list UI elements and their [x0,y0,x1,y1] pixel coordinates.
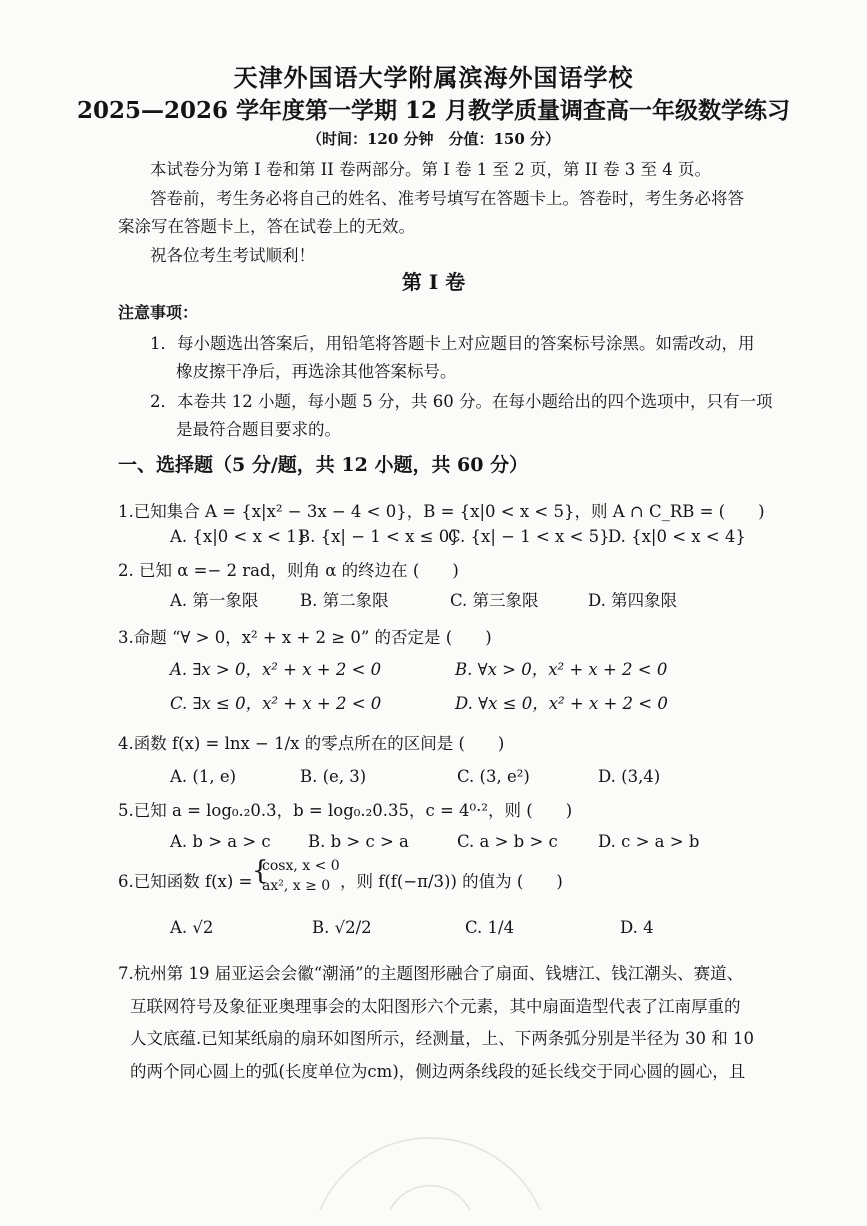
time-score-info: （时间：120 分钟 分值：150 分） [306,130,561,148]
school-name: 天津外国语大学附属滨海外国语学校 [233,63,634,92]
fan-ring-figure [300,1110,560,1220]
question-4-option-c: C. (3, e²) [457,767,530,786]
question-6-stem-suffix: ，则 f(f(−π/3)) 的值为 ( ) [340,872,563,891]
question-2-stem: 2. 已知 α =− 2 rad，则角 α 的终边在 ( ) [118,561,459,580]
question-5-stem: 5.已知 a = log₀.₂0.3，b = log₀.₂0.35，c = 4⁰·²，则 ( ) [118,801,573,820]
exam-title: 2025—2026 学年度第一学期 12 月教学质量调查高一年级数学练习 [76,97,791,124]
question-6-option-b: B. √2/2 [312,918,372,937]
question-5-option-a: A. b > a > c [170,832,271,851]
question-2-option-c: C. 第三象限 [450,591,539,610]
question-6-option-c: C. 1/4 [465,918,515,937]
part-1-title: 一、选择题（5 分/题，共 12 小题，共 60 分） [118,454,529,476]
question-3-stem: 3.命题 “∀ > 0，x² + x + 2 ≥ 0” 的否定是 ( ) [118,628,492,647]
question-7-line-2: 互联网符号及象征亚奥理事会的太阳图形六个元素，其中扇面造型代表了江南厚重的 [130,997,741,1016]
intro-line-2b: 案涂写在答题卡上，答在试卷上的无效。 [118,217,415,236]
intro-line-1: 本试卷分为第 I 卷和第 II 卷两部分。第 I 卷 1 至 2 页，第 II 卷 3 至 4 页。 [150,160,712,179]
question-4-option-a: A. (1, e) [170,767,237,786]
question-4-stem: 4.函数 f(x) = lnx − 1/x 的零点所在的区间是 ( ) [118,734,505,753]
question-2-option-a: A. 第一象限 [170,591,259,610]
question-3-option-b: B. ∀x > 0，x² + x + 2 < 0 [455,660,668,679]
notice-1b: 橡皮擦干净后，再选涂其他答案标号。 [176,362,457,381]
question-5-option-c: C. a > b > c [457,832,558,851]
question-1-stem: 1.已知集合 A = {x|x² − 3x − 4 < 0}，B = {x|0 < x < 5}，则 A ∩ C_RB = ( ) [118,502,765,521]
question-1-option-b: B. {x| − 1 < x ≤ 0} [298,527,460,546]
question-6-case-2: ax², x ≥ 0 [262,878,331,894]
question-3-option-c: C. ∃x ≤ 0，x² + x + 2 < 0 [170,694,382,713]
outer-arc [320,1138,540,1210]
question-5-option-b: B. b > c > a [308,832,409,851]
notice-title: 注意事项： [118,303,199,322]
question-2-option-b: B. 第二象限 [300,591,389,610]
question-7-line-1: 7.杭州第 19 届亚运会会徽“潮涌”的主题图形融合了扇面、钱塘江、钱江潮头、赛道、 [118,964,744,983]
piecewise-brace: { [252,856,269,886]
question-7-line-4: 的两个同心圆上的弧(长度单位为cm)，侧边两条线段的延长线交于同心圆的圆心，且 [130,1062,746,1081]
question-4-option-b: B. (e, 3) [300,767,367,786]
question-6-case-1: cosx, x < 0 [262,858,340,874]
question-5-option-d: D. c > a > b [598,832,700,851]
question-1-option-c: C. {x| − 1 < x < 5} [448,527,610,546]
question-6-option-a: A. √2 [170,918,214,937]
question-1-option-a: A. {x|0 < x < 1} [170,527,308,546]
question-6-option-d: D. 4 [620,918,654,937]
question-3-option-d: D. ∀x ≤ 0，x² + x + 2 < 0 [455,694,668,713]
question-3-option-a: A. ∃x > 0，x² + x + 2 < 0 [170,660,382,679]
inner-arc [390,1186,470,1210]
question-6-stem-prefix: 6.已知函数 f(x) = [118,872,253,891]
question-2-option-d: D. 第四象限 [588,591,678,610]
question-7-line-3: 人文底蕴.已知某纸扇的扇环如图所示，经测量，上、下两条弧分别是半径为 30 和 10 [130,1029,754,1048]
intro-line-3: 祝各位考生考试顺利！ [150,246,315,265]
notice-2a: 2．本卷共 12 小题，每小题 5 分，共 60 分。在每小题给出的四个选项中，只有一项 [150,392,773,411]
notice-2b: 是最符合题目要求的。 [176,420,341,439]
volume-1-title: 第 I 卷 [401,270,466,294]
intro-line-2a: 答卷前，考生务必将自己的姓名、准考号填写在答题卡上。答卷时，考生务必将答 [150,189,744,208]
question-4-option-d: D. (3,4) [598,767,661,786]
notice-1a: 1．每小题选出答案后，用铅笔将答题卡上对应题目的答案标号涂黑。如需改动，用 [150,334,755,353]
question-1-option-d: D. {x|0 < x < 4} [608,527,746,546]
